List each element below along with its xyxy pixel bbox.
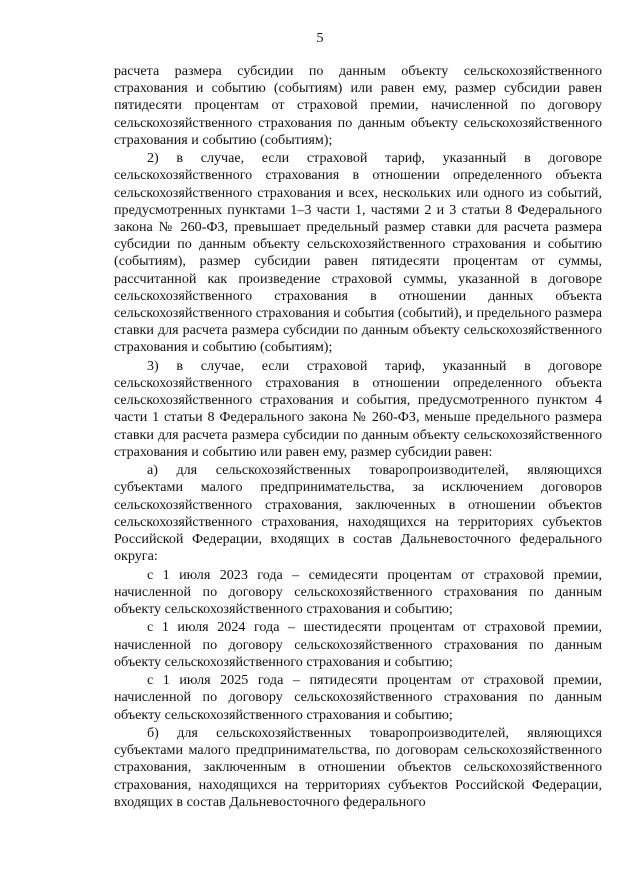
paragraph-date-2023: с 1 июля 2023 года – семидесяти процентам от страховой премии, начисленной по договору сельскохозяйственного страхования по данным объекту сельскохозяйственного страхования и событию;: [114, 566, 602, 618]
paragraph-date-2024: с 1 июля 2024 года – шестидесяти процентам от страховой премии, начисленной по договору сельскохозяйственного страхования по данным объекту сельскохозяйственного страхования и событию;: [114, 619, 602, 670]
page-number: 5: [316, 31, 324, 46]
paragraph-subitem-a: а) для сельскохозяйственных товаропроизводителей, являющихся субъектами малого предпринимательства, за исключением договоров сельскохозяйственного страхования, заключенных в отношении объектов сельскохозяйственного страхования, находящихся на территориях субъектов Российской Федерации, входящих в состав Дальневосточного федерального округа:: [114, 462, 602, 565]
document-body: [114, 63, 602, 812]
paragraph-date-2025: с 1 июля 2025 года – пятидесяти процентам от страховой премии, начисленной по договору сельскохозяйственного страхования по данным объекту сельскохозяйственного страхования и событию;: [114, 672, 602, 723]
paragraph-item-3: 3) в случае, если страховой тариф, указанный в договоре сельскохозяйственного страхования в отношении определенного объекта сельскохозяйственного страхования и события, предусмотренного пунктом 4 части 1 статьи 8 Федерального закона № 260-ФЗ, меньше предельного размера ставки для расчета размера субсидии по данным объекту сельскохозяйственного страхования и событию или равен ему, размер субсидии равен:: [114, 357, 602, 460]
paragraph-subitem-b: б) для сельскохозяйственных товаропроизводителей, являющихся субъектами малого предпринимательства, по договорам сельскохозяйственного страхования, заключенным в отношении объектов сельскохозяйственного страхования, находящихся на территориях субъектов Российской Федерации, входящих в состав Дальневосточного федерального: [114, 725, 602, 810]
paragraph-continuation: расчета размера субсидии по данным объекту сельскохозяйственного страхования и событию (событиям) или равен ему, размер субсидии равен пятидесяти процентам от страховой премии, начисленной по договору сельскохозяйственного страхования по данным объекту сельскохозяйственного страхования и событию (событиям);: [114, 63, 602, 148]
paragraph-item-2: 2) в случае, если страховой тариф, указанный в договоре сельскохозяйственного страхования в отношении определенного объекта сельскохозяйственного страхования и всех, нескольких или одного из событий, предусмотренных пунктами 1–3 части 1, частями 2 и 3 статьи 8 Федерального закона № 260-ФЗ, превышает предельный размер ставки для расчета размера субсидии по данным объекту сельскохозяйственного страхования и событию (событиям), размер субсидии равен пятидесяти процентам от суммы, рассчитанной как произведение страховой суммы, указанной в договоре сельскохозяйственного страхования в отношении данных объекта сельскохозяйственного страхования и события (событий), и предельного размера ставки для расчета размера субсидии по данным объекту сельскохозяйственного страхования и событию (событиям);: [114, 150, 602, 356]
